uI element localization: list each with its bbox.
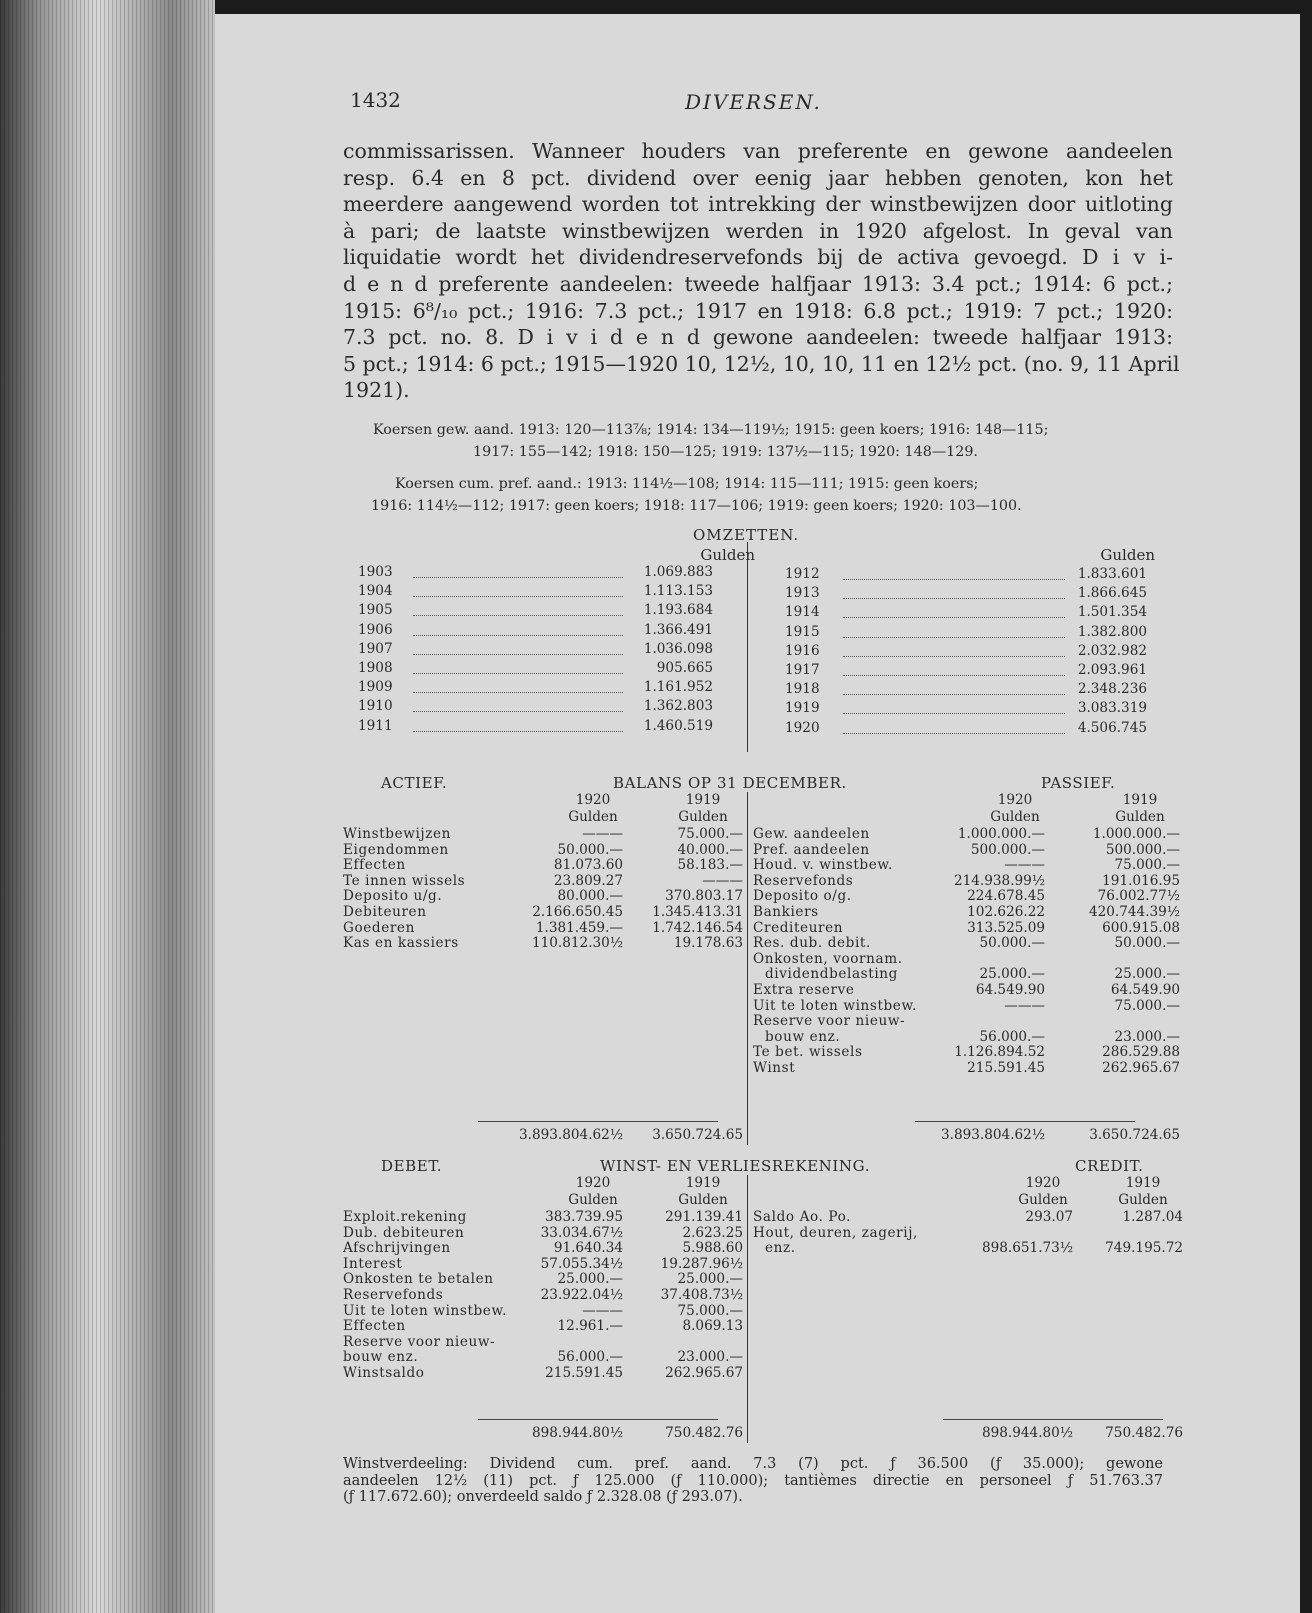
total-1919: 3.650.724.65 (1089, 1127, 1180, 1143)
unit-label: Gulden (700, 546, 755, 564)
amount-1920: 25.000.— (979, 966, 1045, 983)
year-header: 1920 (575, 792, 611, 808)
account-label: Onkosten te betalen (343, 1271, 494, 1288)
omzet-year: 1909 (358, 679, 393, 696)
amount-1920: 25.000.— (557, 1271, 623, 1288)
unit-header: Gulden (678, 1192, 728, 1208)
account-label: Interest (343, 1255, 403, 1272)
omzet-value: 1.362.803 (643, 698, 713, 715)
amount-1919: ——— (702, 872, 743, 889)
left-heading: DEBET. (381, 1157, 443, 1175)
body-line: resp. 6.4 en 8 pct. dividend over eenig jaar hebben genoten, kon het (343, 165, 1173, 190)
total-1920: 898.944.80½ (531, 1425, 623, 1441)
account-label: bouw enz. (343, 1349, 419, 1366)
unit-label: Gulden (1100, 546, 1155, 564)
omzet-year: 1914 (785, 604, 820, 621)
omzet-value: 1.833.601 (1077, 566, 1147, 582)
leader-dots (413, 577, 623, 578)
amount-1919: 370.803.17 (665, 888, 743, 905)
leader-dots (413, 731, 623, 732)
amount-1920: 224.678.45 (967, 888, 1045, 905)
leader-dots (843, 733, 1065, 734)
amount-1919: 75.000.— (677, 1302, 743, 1319)
running-title: DIVERSEN. (685, 90, 822, 114)
body-line: 1921). (343, 378, 410, 403)
omzet-value: 1.113.153 (643, 583, 713, 600)
table-title: BALANS OP 31 DECEMBER. (613, 774, 847, 792)
amount-1920: 23.809.27 (553, 872, 623, 889)
amount-1920: ——— (1004, 857, 1045, 874)
amount-1920: 2.166.650.45 (532, 904, 623, 920)
amount-1919: 50.000.— (1114, 935, 1180, 952)
account-label: Effecten (343, 1318, 406, 1335)
account-label: Effecten (343, 857, 406, 874)
amount-1919: 23.000.— (677, 1349, 743, 1366)
footnote-line: aandeelen 12½ (11) pct. ƒ 125.000 (ƒ 110.000); tantièmes directie en personeel ƒ 51.763.37 (343, 1472, 1163, 1489)
omzet-year: 1903 (358, 564, 393, 580)
account-label: Uit te loten winstbew. (343, 1302, 507, 1319)
omzet-value: 1.366.491 (643, 621, 713, 638)
body-line: liquidatie wordt het dividendreservefonds bij de activa gevoegd. D i v i- (343, 245, 1173, 270)
unit-header: Gulden (568, 1192, 618, 1208)
amount-1920: 383.739.95 (545, 1209, 623, 1225)
amount-1920: 1.381.459.— (535, 919, 623, 936)
company-description (343, 138, 1180, 404)
omzet-value: 1.036.098 (643, 640, 713, 657)
omzet-year: 1912 (785, 566, 820, 582)
omzet-value: 2.093.961 (1077, 662, 1147, 678)
amount-1920: 1.000.000.— (957, 826, 1045, 842)
account-label: Reservefonds (753, 872, 854, 889)
amount-1920: 215.591.45 (967, 1060, 1045, 1076)
omzet-value: 1.460.519 (643, 717, 713, 734)
amount-1919: 1.345.413.31 (652, 904, 743, 920)
omzet-value: 1.501.354 (1077, 604, 1147, 621)
account-label: Exploit.rekening (343, 1209, 467, 1225)
amount-1919: 262.965.67 (665, 1365, 743, 1381)
omzetten-title: OMZETTEN. (693, 526, 800, 544)
amount-1919: 749.195.72 (1105, 1240, 1183, 1257)
account-label: Dub. debiteuren (343, 1224, 465, 1241)
amount-1919: 19.287.96½ (660, 1255, 743, 1272)
body-line: d e n d preferente aandeelen: tweede halfjaar 1913: 3.4 pct.; 1914: 6 pct.; (343, 271, 1173, 296)
omzet-year: 1915 (785, 623, 820, 640)
amount-1920: 50.000.— (557, 841, 623, 858)
account-label: Uit te loten winstbew. (753, 997, 917, 1014)
amount-1920: 57.055.34½ (540, 1255, 623, 1272)
account-label: Eigendommen (343, 841, 449, 858)
omzet-value: 2.348.236 (1077, 681, 1147, 698)
leader-dots (413, 692, 623, 693)
unit-header: Gulden (1118, 1192, 1168, 1208)
page-number: 1432 (350, 88, 401, 112)
total-1920: 898.944.80½ (981, 1425, 1073, 1441)
amount-1919: 75.000.— (677, 826, 743, 842)
amount-1919: 75.000.— (1114, 997, 1180, 1014)
amount-1920: 898.651.73½ (981, 1240, 1073, 1257)
left-heading: ACTIEF. (381, 774, 448, 792)
total-1919: 750.482.76 (1105, 1425, 1183, 1441)
amount-1920: 56.000.— (979, 1028, 1045, 1045)
koersen-line: Koersen gew. aand. 1913: 120—113⅞; 1914: 134—119½; 1915: geen koers; 1916: 148—115; (373, 422, 1049, 438)
amount-1919: 40.000.— (677, 841, 743, 858)
amount-1920: 1.126.894.52 (954, 1044, 1045, 1061)
omzet-year: 1916 (785, 642, 820, 659)
amount-1920: 81.073.60 (553, 857, 623, 874)
book-page (215, 14, 1300, 1613)
omzet-year: 1911 (358, 717, 393, 734)
total-rule (943, 1419, 1163, 1420)
amount-1919: 262.965.67 (1102, 1060, 1180, 1076)
amount-1919: 600.915.08 (1102, 919, 1180, 936)
amount-1919: 420.744.39½ (1088, 904, 1180, 920)
koersen-line: Koersen cum. pref. aand.: 1913: 114½—108; 1914: 115—111; 1915: geen koers; (395, 476, 979, 492)
account-label: Pref. aandeelen (753, 841, 870, 858)
account-label: Saldo Ao. Po. (753, 1209, 852, 1225)
amount-1920: 64.549.90 (975, 982, 1045, 998)
account-label: dividendbelasting (765, 966, 898, 983)
omzet-value: 1.161.952 (643, 679, 713, 696)
book-binding-edge (0, 0, 215, 1613)
account-label: Te bet. wissels (753, 1044, 863, 1061)
omzet-value: 3.083.319 (1077, 700, 1147, 717)
amount-1919: 19.178.63 (673, 935, 743, 952)
account-label: Reserve voor nieuw- (753, 1013, 906, 1030)
account-label: Crediteuren (753, 919, 844, 936)
leader-dots (843, 694, 1065, 695)
account-label: Onkosten, voornam. (753, 950, 903, 967)
account-label: Winstbewijzen (343, 826, 451, 842)
amount-1919: 5.988.60 (682, 1240, 743, 1257)
column-divider (747, 542, 748, 752)
account-label: Winst (753, 1060, 796, 1076)
account-label: Extra reserve (753, 982, 855, 998)
right-heading: PASSIEF. (1041, 774, 1116, 792)
leader-dots (413, 596, 623, 597)
amount-1919: 23.000.— (1114, 1028, 1180, 1045)
amount-1919: 286.529.88 (1102, 1044, 1180, 1061)
amount-1920: 214.938.99½ (953, 872, 1045, 889)
leader-dots (843, 637, 1065, 638)
amount-1920: ——— (582, 1302, 623, 1319)
account-label: Gew. aandeelen (753, 826, 870, 842)
total-1919: 750.482.76 (665, 1425, 743, 1441)
amount-1919: 25.000.— (677, 1271, 743, 1288)
omzet-year: 1904 (358, 583, 393, 600)
amount-1919: 291.139.41 (665, 1209, 743, 1225)
account-label: Goederen (343, 919, 415, 936)
body-line: commissarissen. Wanneer houders van preferente en gewone aandeelen (343, 139, 1173, 163)
leader-dots (843, 675, 1065, 676)
leader-dots (413, 673, 623, 674)
amount-1920: ——— (582, 826, 623, 842)
amount-1920: 102.626.22 (967, 904, 1045, 920)
amount-1919: 1.000.000.— (1092, 826, 1180, 842)
leader-dots (843, 598, 1065, 599)
account-label: Afschrijvingen (343, 1240, 451, 1257)
body-line: meerdere aangewend worden tot intrekking der winstbewijzen door uitloting (343, 192, 1173, 217)
total-1919: 3.650.724.65 (652, 1127, 743, 1143)
amount-1920: 215.591.45 (545, 1365, 623, 1381)
leader-dots (413, 635, 623, 636)
leader-dots (413, 711, 623, 712)
amount-1919: 8.069.13 (682, 1318, 743, 1335)
total-1920: 3.893.804.62½ (941, 1127, 1045, 1143)
body-line: 5 pct.; 1914: 6 pct.; 1915—1920 10, 12½, 10, 10, 11 en 12½ pct. (no. 9, 11 April (343, 351, 1180, 376)
amount-1920: 12.961.— (557, 1318, 623, 1335)
unit-header: Gulden (1018, 1192, 1068, 1208)
account-label: bouw enz. (765, 1028, 841, 1045)
amount-1919: 1.742.146.54 (652, 919, 743, 936)
omzet-year: 1905 (358, 602, 393, 619)
amount-1920: 23.922.04½ (540, 1287, 623, 1303)
account-divider (747, 1175, 748, 1443)
omzet-year: 1906 (358, 621, 393, 638)
omzet-value: 4.506.745 (1077, 719, 1147, 736)
amount-1919: 75.000.— (1114, 857, 1180, 874)
account-divider (747, 792, 748, 1145)
omzet-value: 905.665 (656, 660, 713, 676)
year-header: 1920 (997, 792, 1033, 808)
leader-dots (413, 654, 623, 655)
omzet-value: 1.069.883 (643, 564, 713, 580)
unit-header: Gulden (678, 809, 728, 825)
koersen-gewone (373, 420, 1048, 463)
account-label: Te innen wissels (343, 872, 466, 889)
account-label: enz. (765, 1240, 796, 1257)
total-rule (915, 1121, 1135, 1122)
koersen-preferente (371, 474, 1022, 517)
account-label: Res. dub. debit. (753, 935, 871, 952)
leader-dots (843, 617, 1065, 618)
omzet-value: 1.193.684 (643, 602, 713, 619)
omzet-year: 1910 (358, 698, 393, 715)
year-header: 1919 (1122, 792, 1158, 808)
amount-1919: 25.000.— (1114, 966, 1180, 983)
amount-1920: ——— (1004, 997, 1045, 1014)
omzet-year: 1913 (785, 585, 820, 602)
koersen-line: 1917: 155—142; 1918: 150—125; 1919: 137½—115; 1920: 148—129. (473, 443, 978, 460)
leader-dots (843, 656, 1065, 657)
omzet-year: 1917 (785, 662, 820, 678)
year-header: 1920 (1025, 1175, 1061, 1191)
koersen-line: 1916: 114½—112; 1917: geen koers; 1918: 117—106; 1919: geen koers; 1920: 103—100. (371, 497, 1022, 514)
total-rule (478, 1121, 718, 1122)
unit-header: Gulden (568, 809, 618, 825)
leader-dots (413, 615, 623, 616)
omzet-value: 2.032.982 (1077, 642, 1147, 659)
amount-1920: 33.034.67½ (540, 1224, 623, 1241)
account-label: Bankiers (753, 904, 819, 920)
omzet-year: 1920 (785, 719, 820, 736)
amount-1920: 91.640.34 (553, 1240, 623, 1257)
account-label: Winstsaldo (343, 1365, 425, 1381)
amount-1919: 1.287.04 (1122, 1209, 1183, 1225)
amount-1920: 293.07 (1025, 1209, 1073, 1225)
amount-1920: 110.812.30½ (531, 935, 623, 952)
table-title: WINST- EN VERLIESREKENING. (600, 1157, 871, 1175)
amount-1919: 500.000.— (1105, 841, 1180, 858)
total-1920: 3.893.804.62½ (519, 1127, 623, 1143)
body-line: à pari; de laatste winstbewijzen werden in 1920 afgelost. In geval van (343, 218, 1173, 243)
omzet-year: 1908 (358, 660, 393, 676)
year-header: 1919 (685, 1175, 721, 1191)
body-line: 1915: 6⁸/₁₀ pct.; 1916: 7.3 pct.; 1917 en 1918: 6.8 pct.; 1919: 7 pct.; 1920: (343, 298, 1173, 323)
amount-1920: 50.000.— (979, 935, 1045, 952)
leader-dots (843, 713, 1065, 714)
leader-dots (843, 579, 1065, 580)
omzet-year: 1907 (358, 640, 393, 657)
account-label: Deposito u/g. (343, 888, 443, 905)
account-label: Houd. v. winstbew. (753, 857, 893, 874)
total-rule (478, 1419, 718, 1420)
winstverdeeling (343, 1456, 1163, 1506)
account-label: Reserve voor nieuw- (343, 1333, 496, 1350)
body-line: 7.3 pct. no. 8. D i v i d e n d gewone aandeelen: tweede halfjaar 1913: (343, 325, 1173, 350)
omzet-value: 1.866.645 (1077, 585, 1147, 602)
omzet-year: 1919 (785, 700, 820, 717)
amount-1919: 37.408.73½ (660, 1287, 743, 1303)
amount-1920: 500.000.— (970, 841, 1045, 858)
account-label: Kas en kassiers (343, 935, 459, 952)
year-header: 1920 (575, 1175, 611, 1191)
amount-1919: 191.016.95 (1102, 872, 1180, 889)
footnote-line: (ƒ 117.672.60); onverdeeld saldo ƒ 2.328.08 (ƒ 293.07). (343, 1489, 743, 1505)
account-label: Debiteuren (343, 904, 427, 920)
amount-1920: 56.000.— (557, 1349, 623, 1366)
omzet-value: 1.382.800 (1077, 623, 1147, 640)
omzet-year: 1918 (785, 681, 820, 698)
unit-header: Gulden (1115, 809, 1165, 825)
account-label: Hout, deuren, zagerij, (753, 1224, 918, 1241)
amount-1919: 76.002.77½ (1097, 888, 1180, 905)
amount-1920: 313.525.09 (967, 919, 1045, 936)
amount-1919: 58.183.— (677, 857, 743, 874)
amount-1919: 2.623.25 (682, 1224, 743, 1241)
account-label: Deposito o/g. (753, 888, 852, 905)
unit-header: Gulden (990, 809, 1040, 825)
amount-1920: 80.000.— (557, 888, 623, 905)
amount-1919: 64.549.90 (1110, 982, 1180, 998)
account-label: Reservefonds (343, 1287, 444, 1303)
year-header: 1919 (1125, 1175, 1161, 1191)
footnote-line: Winstverdeeling: Dividend cum. pref. aand. 7.3 (7) pct. ƒ 36.500 (ƒ 35.000); gewone (343, 1456, 1163, 1472)
right-heading: CREDIT. (1075, 1157, 1144, 1175)
year-header: 1919 (685, 792, 721, 808)
